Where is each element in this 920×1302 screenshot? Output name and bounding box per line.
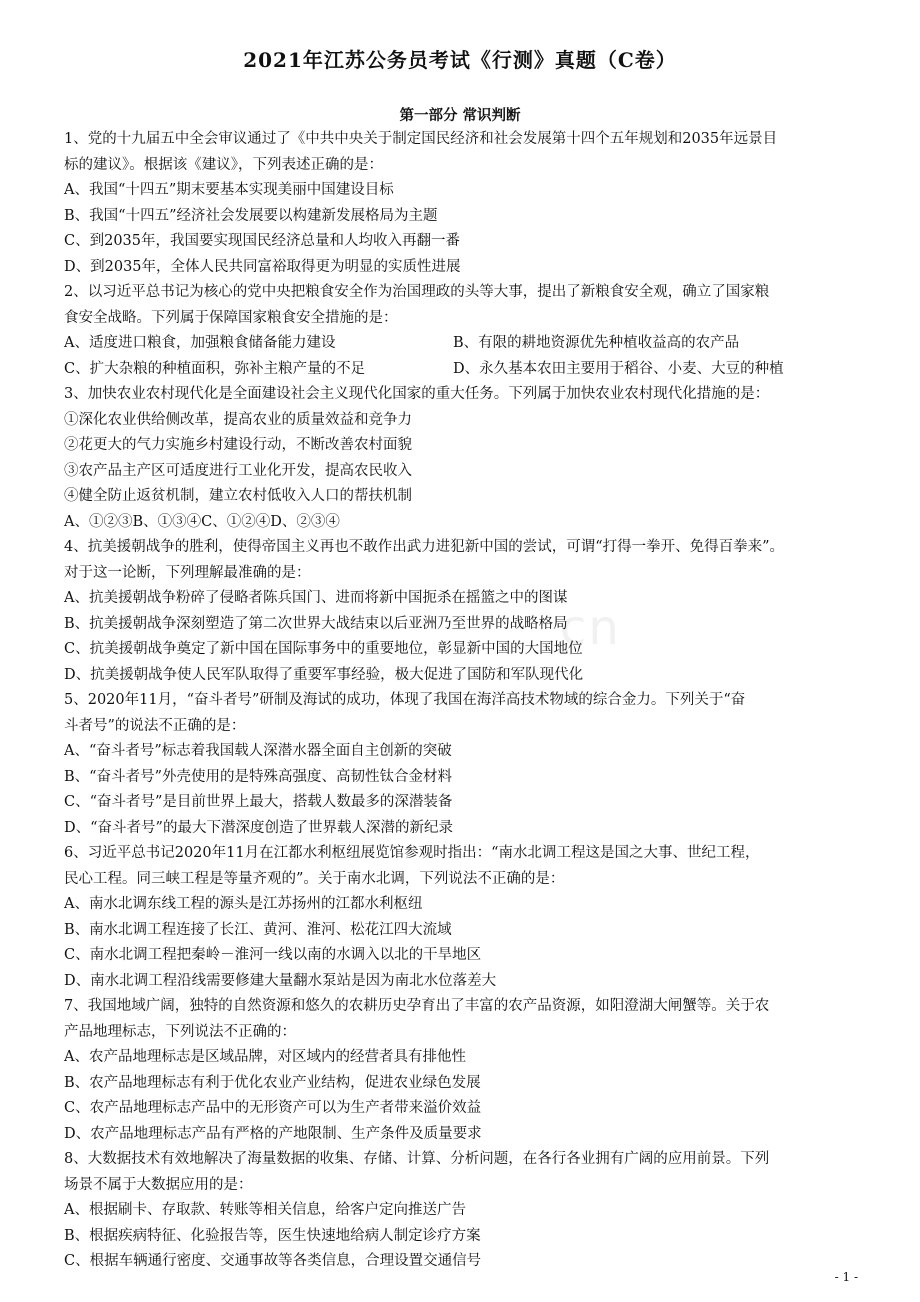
question-stem: 场景不属于大数据应用的是： bbox=[64, 1176, 253, 1193]
option: D、②③④ bbox=[270, 513, 340, 530]
option: C、抗美援朝战争奠定了新中国在国际事务中的重要地位，彰显新中国的大国地位 bbox=[64, 641, 583, 657]
question-stem: 民心工程。同三峡工程是等量齐观的”。关于南水北调，下列说法不正确的是： bbox=[64, 870, 565, 887]
option: A、南水北调东线工程的源头是江苏扬州的江都水利枢纽 bbox=[64, 896, 423, 912]
question-stem: 产品地理标志，下列说法不正确的： bbox=[64, 1023, 296, 1040]
statement-item: ④健全防止返贫机制，建立农村低收入人口的帮扶机制 bbox=[64, 488, 412, 504]
option-row bbox=[64, 510, 864, 536]
option-row bbox=[64, 331, 864, 357]
option: C、南水北调工程把秦岭－淮河一线以南的水调入以北的干旱地区 bbox=[64, 947, 482, 963]
option: B、农产品地理标志有利于优化农业产业结构，促进农业绿色发展 bbox=[64, 1074, 481, 1091]
option: B、抗美援朝战争深刻塑造了第二次世界大战结束以后亚洲乃至世界的战略格局 bbox=[64, 615, 568, 632]
option: B、根据疾病特征、化验报告等，医生快速地给病人制定诊疗方案 bbox=[64, 1227, 481, 1244]
question-stem: 2、以习近平总书记为核心的党中央把粮食安全作为治国理政的头等大事，提出了新粮食安全观，确立了国家粮 bbox=[64, 284, 770, 300]
option: A、农产品地理标志是区域品牌，对区域内的经营者具有排他性 bbox=[64, 1049, 466, 1065]
question-stem: 3、加快农业农村现代化是全面建设社会主义现代化国家的重大任务。下列属于加快农业农村现代化措施的是： bbox=[64, 386, 770, 402]
option: D、南水北调工程沿线需要修建大量翻水泵站是因为南北水位落差大 bbox=[64, 972, 497, 989]
question-stem: 7、我国地域广阔，独特的自然资源和悠久的农耕历史孕育出了丰富的农产品资源，如阳澄湖大闸蟹等。关于农 bbox=[64, 998, 770, 1014]
option: C、到2035年，我国要实现国民经济总量和人均收入再翻一番 bbox=[64, 233, 460, 249]
option: D、到2035年，全体人民共同富裕取得更为明显的实质性进展 bbox=[64, 258, 461, 275]
option: A、根据刷卡、存取款、转账等相关信息，给客户定向推送广告 bbox=[64, 1202, 466, 1218]
option: A、我国“十四五”期末要基本实现美丽中国建设目标 bbox=[64, 182, 394, 198]
option: C、“奋斗者号”是目前世界上最大，搭载人数最多的深潜装备 bbox=[64, 794, 453, 810]
statement-item: ①深化农业供给侧改革，提高农业的质量效益和竞争力 bbox=[64, 411, 412, 428]
statement-item: ②花更大的气力实施乡村建设行动，不断改善农村面貌 bbox=[64, 437, 412, 453]
option: C、扩大杂粮的种植面积，弥补主粮产量的不足 bbox=[64, 360, 366, 377]
question-stem: 对于这一论断，下列理解最准确的是： bbox=[64, 564, 311, 581]
question-stem: 8、大数据技术有效地解决了海量数据的收集、存储、计算、分析问题，在各行各业拥有广阔的应用前景。下列 bbox=[64, 1151, 770, 1167]
question-stem: 5、2020年11月，“奋斗者号”研制及海试的成功，体现了我国在海洋高技术物域的综合金力。下列关于“奋 bbox=[64, 692, 746, 708]
question-stem: 斗者号”的说法不正确的是： bbox=[64, 717, 246, 734]
option: B、我国“十四五”经济社会发展要以构建新发展格局为主题 bbox=[64, 207, 438, 224]
option: D、永久基本农田主要用于稻谷、小麦、大豆的种植 bbox=[453, 360, 784, 377]
option: D、抗美援朝战争使人民军队取得了重要军事经验，极大促进了国防和军队现代化 bbox=[64, 666, 584, 683]
question-stem: 食安全战略。下列属于保障国家粮食安全措施的是： bbox=[64, 309, 398, 326]
option: C、农产品地理标志产品中的无形资产可以为生产者带来溢价效益 bbox=[64, 1100, 482, 1116]
watermark: cn bbox=[560, 600, 621, 656]
question-stem: 1、党的十九届五中全会审议通过了《中共中央关于制定国民经济和社会发展第十四个五年规划和2035年远景目 bbox=[64, 131, 778, 147]
option: B、南水北调工程连接了长江、黄河、淮河、松花江四大流域 bbox=[64, 921, 452, 938]
option: A、“奋斗者号”标志着我国载人深潜水器全面自主创新的突破 bbox=[64, 743, 452, 759]
page-title: 2021年江苏公务员考试《行测》真题（C卷） bbox=[243, 48, 677, 72]
option-row bbox=[64, 357, 864, 383]
option: C、根据车辆通行密度、交通事故等各类信息，合理设置交通信号 bbox=[64, 1253, 482, 1269]
questions bbox=[64, 127, 864, 1275]
section-title: 第一部分 常识判断 bbox=[399, 107, 521, 124]
option: A、①②③ bbox=[64, 513, 133, 530]
option: D、农产品地理标志产品有严格的产地限制、生产条件及质量要求 bbox=[64, 1125, 482, 1142]
statement-item: ③农产品主产区可适度进行工业化开发，提高农民收入 bbox=[64, 462, 412, 479]
question-stem: 6、习近平总书记2020年11月在江都水利枢纽展览馆参观时指出：“南水北调工程这是国之大事、世纪工程， bbox=[64, 845, 760, 861]
page-number: - 1 - bbox=[834, 1270, 858, 1284]
option: A、适度进口粮食，加强粮食储备能力建设 bbox=[64, 335, 336, 351]
question-stem: 4、抗美援朝战争的胜利，使得帝国主义再也不敢作出武力进犯新中国的尝试，可谓“打得一拳开、免得百拳来”。 bbox=[64, 539, 785, 555]
option: B、①③④ bbox=[132, 513, 202, 530]
option: C、①②④ bbox=[201, 513, 271, 530]
option: D、“奋斗者号”的最大下潜深度创造了世界载人深潜的新纪录 bbox=[64, 819, 453, 836]
option: B、“奋斗者号”外壳使用的是特殊高强度、高韧性钛合金材料 bbox=[64, 768, 452, 785]
question-stem: 标的建议》。根据该《建议》，下列表述正确的是： bbox=[64, 156, 383, 173]
option: B、有限的耕地资源优先种植收益高的农产品 bbox=[453, 335, 740, 351]
option: A、抗美援朝战争粉碎了侵略者陈兵国门、进而将新中国扼杀在摇篮之中的图谋 bbox=[64, 590, 568, 606]
